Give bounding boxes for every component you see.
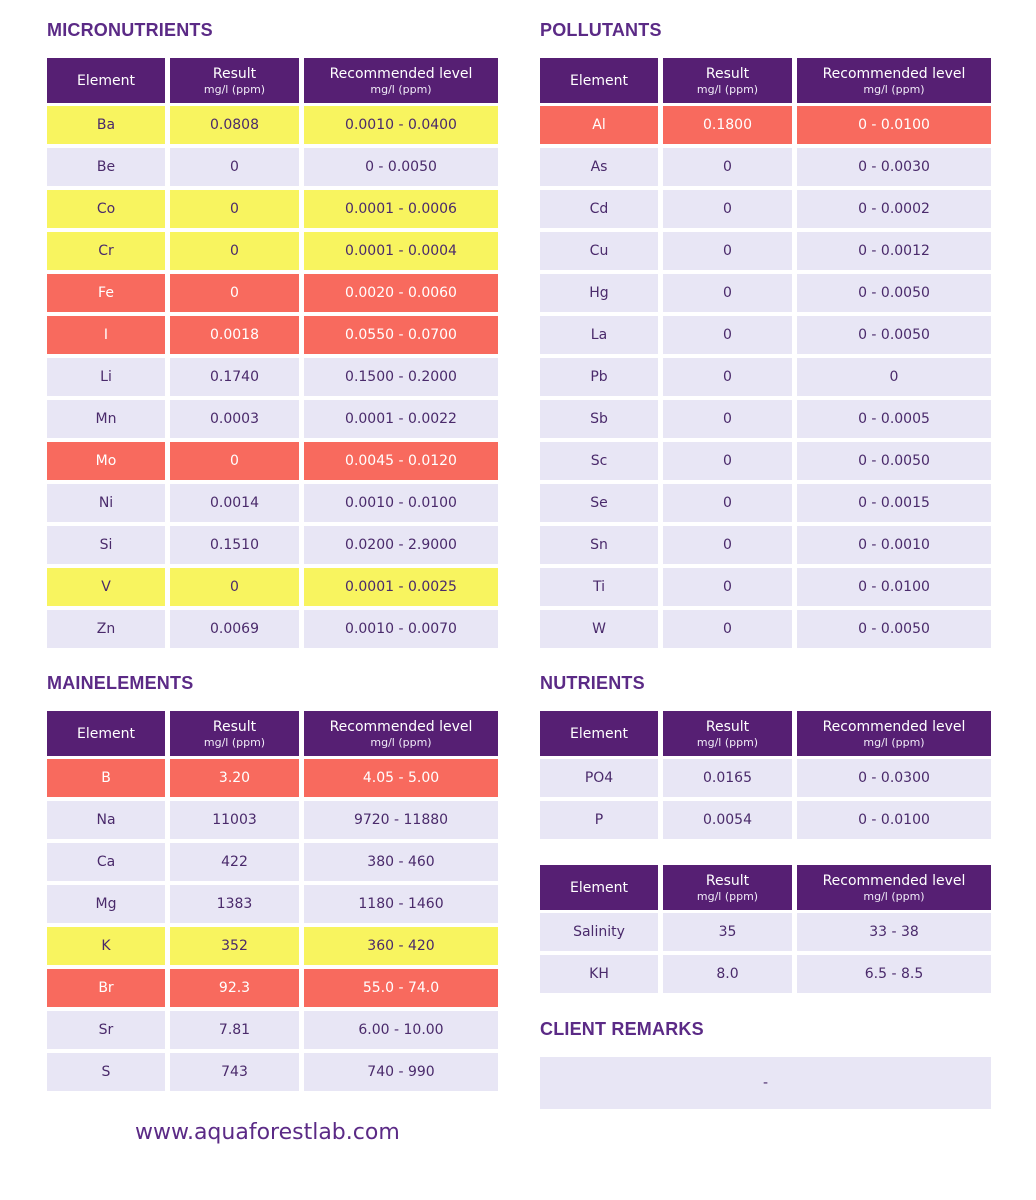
header-element: Element [540, 58, 658, 103]
recommended-cell: 0.0045 - 0.0120 [304, 442, 498, 480]
element-cell: Mn [47, 400, 165, 438]
recommended-cell: 0 - 0.0010 [797, 526, 991, 564]
section-title: POLLUTANTS [540, 20, 662, 40]
section-title: MAINELEMENTS [47, 673, 194, 693]
result-cell: 35 [663, 913, 792, 951]
recommended-cell: 0 - 0.0005 [797, 400, 991, 438]
result-cell: 0 [170, 232, 299, 270]
website-link[interactable]: www.aquaforestlab.com [135, 1120, 400, 1145]
result-cell: 92.3 [170, 969, 299, 1007]
result-cell: 0.0014 [170, 484, 299, 522]
recommended-cell: 0.0001 - 0.0006 [304, 190, 498, 228]
recommended-cell: 0 - 0.0050 [797, 274, 991, 312]
section-title: NUTRIENTS [540, 673, 645, 693]
element-cell: Pb [540, 358, 658, 396]
element-cell: Br [47, 969, 165, 1007]
result-cell: 0 [663, 358, 792, 396]
result-cell: 0 [663, 526, 792, 564]
section-title: MICRONUTRIENTS [47, 20, 213, 40]
result-cell: 0 [663, 400, 792, 438]
header-element: Element [47, 711, 165, 756]
result-cell: 3.20 [170, 759, 299, 797]
result-cell: 0.0018 [170, 316, 299, 354]
recommended-cell: 0.0010 - 0.0070 [304, 610, 498, 648]
result-cell: 0.1510 [170, 526, 299, 564]
result-cell: 0.1800 [663, 106, 792, 144]
recommended-cell: 6.5 - 8.5 [797, 955, 991, 993]
element-cell: Sr [47, 1011, 165, 1049]
result-cell: 0 [663, 232, 792, 270]
recommended-cell: 0 - 0.0100 [797, 801, 991, 839]
element-cell: PO4 [540, 759, 658, 797]
result-cell: 0.1740 [170, 358, 299, 396]
recommended-cell: 1180 - 1460 [304, 885, 498, 923]
recommended-cell: 0 - 0.0030 [797, 148, 991, 186]
recommended-cell: 0.0010 - 0.0100 [304, 484, 498, 522]
element-cell: Na [47, 801, 165, 839]
element-cell: V [47, 568, 165, 606]
header-recommended: Recommended level mg/l (ppm) [797, 711, 991, 756]
element-cell: Cd [540, 190, 658, 228]
element-cell: Cu [540, 232, 658, 270]
element-cell: Sc [540, 442, 658, 480]
section-title: CLIENT REMARKS [540, 1019, 704, 1039]
element-cell: Be [47, 148, 165, 186]
element-cell: Si [47, 526, 165, 564]
header-recommended: Recommended level mg/l (ppm) [304, 58, 498, 103]
element-cell: Al [540, 106, 658, 144]
recommended-cell: 0 - 0.0012 [797, 232, 991, 270]
element-cell: P [540, 801, 658, 839]
result-cell: 0 [663, 190, 792, 228]
result-cell: 0.0165 [663, 759, 792, 797]
recommended-cell: 360 - 420 [304, 927, 498, 965]
result-cell: 0 [663, 316, 792, 354]
recommended-cell: 0 - 0.0002 [797, 190, 991, 228]
element-cell: Cr [47, 232, 165, 270]
element-cell: Hg [540, 274, 658, 312]
element-cell: W [540, 610, 658, 648]
element-cell: Sn [540, 526, 658, 564]
element-cell: Ca [47, 843, 165, 881]
recommended-cell: 380 - 460 [304, 843, 498, 881]
recommended-cell: 0 - 0.0050 [797, 442, 991, 480]
recommended-cell: 0.0020 - 0.0060 [304, 274, 498, 312]
element-cell: K [47, 927, 165, 965]
element-cell: Mo [47, 442, 165, 480]
result-cell: 0 [170, 274, 299, 312]
recommended-cell: 0.0001 - 0.0025 [304, 568, 498, 606]
element-cell: La [540, 316, 658, 354]
result-cell: 0.0069 [170, 610, 299, 648]
result-cell: 8.0 [663, 955, 792, 993]
element-cell: Sb [540, 400, 658, 438]
recommended-cell: 0.0550 - 0.0700 [304, 316, 498, 354]
recommended-cell: 55.0 - 74.0 [304, 969, 498, 1007]
element-cell: Co [47, 190, 165, 228]
header-result: Result mg/l (ppm) [170, 58, 299, 103]
header-result: Result mg/l (ppm) [663, 711, 792, 756]
element-cell: Ti [540, 568, 658, 606]
result-cell: 0.0808 [170, 106, 299, 144]
header-element: Element [540, 865, 658, 910]
element-cell: Mg [47, 885, 165, 923]
result-cell: 0 [663, 148, 792, 186]
client-remarks-text: - [762, 1075, 769, 1091]
result-cell: 743 [170, 1053, 299, 1091]
result-cell: 0 [663, 610, 792, 648]
recommended-cell: 0.0001 - 0.0004 [304, 232, 498, 270]
element-cell: As [540, 148, 658, 186]
result-cell: 1383 [170, 885, 299, 923]
header-result: Result mg/l (ppm) [663, 58, 792, 103]
recommended-cell: 0.1500 - 0.2000 [304, 358, 498, 396]
header-result: Result mg/l (ppm) [663, 865, 792, 910]
recommended-cell: 0 - 0.0050 [304, 148, 498, 186]
header-result: Result mg/l (ppm) [170, 711, 299, 756]
header-element: Element [540, 711, 658, 756]
recommended-cell: 0 - 0.0050 [797, 610, 991, 648]
recommended-cell: 0 [797, 358, 991, 396]
element-cell: Li [47, 358, 165, 396]
element-cell: Zn [47, 610, 165, 648]
element-cell: Se [540, 484, 658, 522]
result-cell: 0 [170, 568, 299, 606]
recommended-cell: 0.0010 - 0.0400 [304, 106, 498, 144]
element-cell: Ba [47, 106, 165, 144]
element-cell: Ni [47, 484, 165, 522]
element-cell: Salinity [540, 913, 658, 951]
result-cell: 0 [663, 274, 792, 312]
recommended-cell: 4.05 - 5.00 [304, 759, 498, 797]
element-cell: Fe [47, 274, 165, 312]
result-cell: 0.0054 [663, 801, 792, 839]
header-element: Element [47, 58, 165, 103]
recommended-cell: 0 - 0.0015 [797, 484, 991, 522]
result-cell: 0 [170, 190, 299, 228]
client-remarks-box [540, 1057, 991, 1109]
result-cell: 0 [663, 484, 792, 522]
result-cell: 7.81 [170, 1011, 299, 1049]
recommended-cell: 0.0001 - 0.0022 [304, 400, 498, 438]
header-recommended: Recommended level mg/l (ppm) [304, 711, 498, 756]
element-cell: B [47, 759, 165, 797]
recommended-cell: 9720 - 11880 [304, 801, 498, 839]
element-cell: KH [540, 955, 658, 993]
result-cell: 0 [170, 148, 299, 186]
recommended-cell: 0 - 0.0100 [797, 568, 991, 606]
result-cell: 0.0003 [170, 400, 299, 438]
recommended-cell: 0 - 0.0050 [797, 316, 991, 354]
element-cell: S [47, 1053, 165, 1091]
result-cell: 0 [170, 442, 299, 480]
element-cell: I [47, 316, 165, 354]
recommended-cell: 0 - 0.0100 [797, 106, 991, 144]
result-cell: 11003 [170, 801, 299, 839]
recommended-cell: 6.00 - 10.00 [304, 1011, 498, 1049]
recommended-cell: 0 - 0.0300 [797, 759, 991, 797]
recommended-cell: 740 - 990 [304, 1053, 498, 1091]
result-cell: 0 [663, 442, 792, 480]
result-cell: 352 [170, 927, 299, 965]
header-recommended: Recommended level mg/l (ppm) [797, 58, 991, 103]
recommended-cell: 33 - 38 [797, 913, 991, 951]
result-cell: 422 [170, 843, 299, 881]
recommended-cell: 0.0200 - 2.9000 [304, 526, 498, 564]
result-cell: 0 [663, 568, 792, 606]
header-recommended: Recommended level mg/l (ppm) [797, 865, 991, 910]
